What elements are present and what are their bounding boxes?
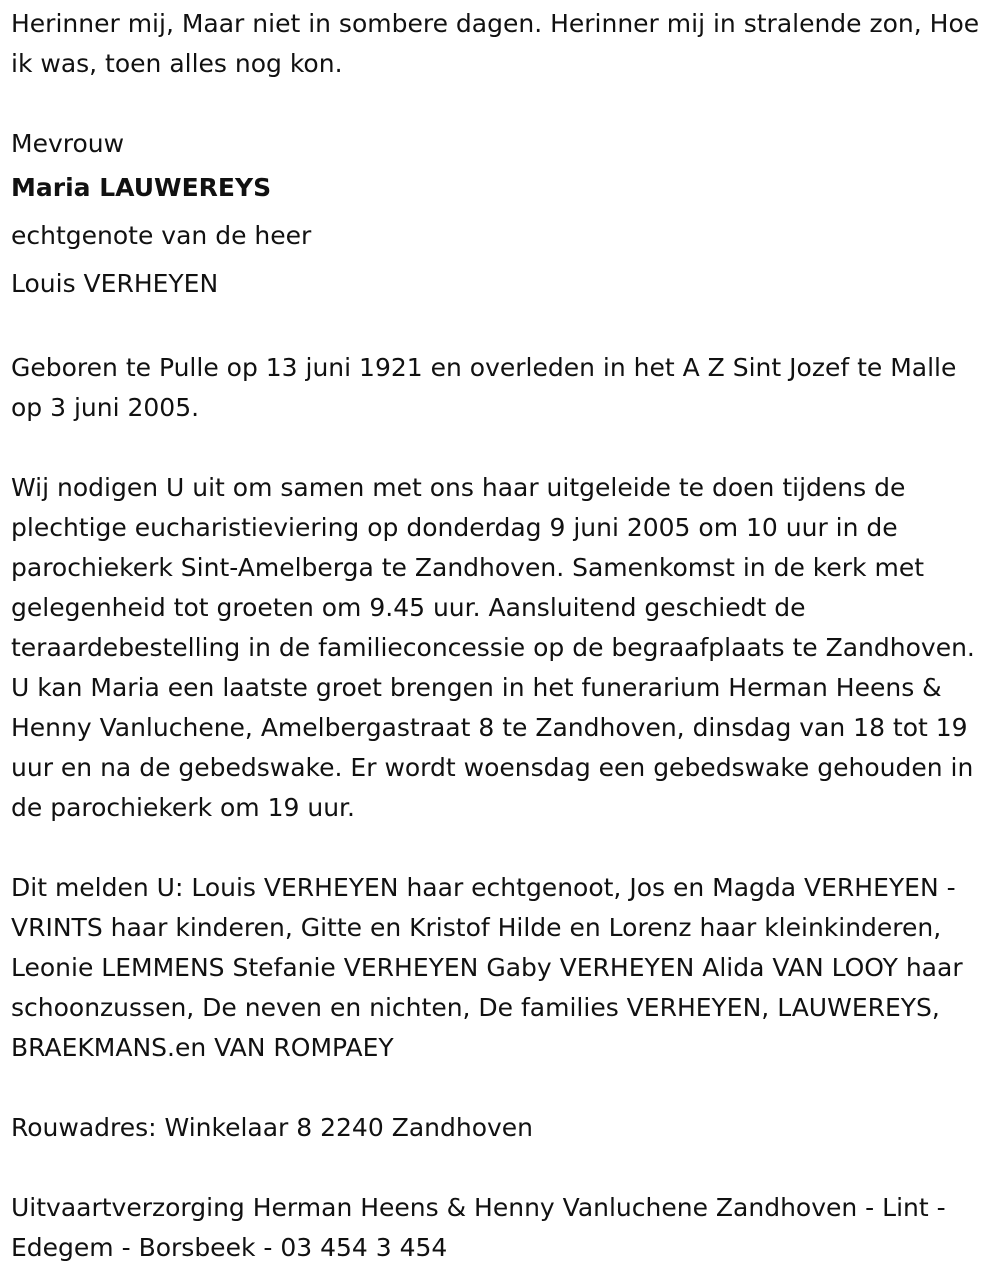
birth-death-paragraph: Geboren te Pulle op 13 juni 1921 en overleden in het A Z Sint Jozef te Malle op 3 juni 2005.	[11, 353, 957, 422]
salutation: Mevrouw	[11, 129, 125, 158]
relation-text: echtgenote van de heer	[11, 221, 312, 250]
spacer	[11, 1068, 990, 1108]
spacer	[11, 308, 990, 348]
spacer	[11, 1148, 990, 1188]
deceased-name: Maria LAUWEREYS	[11, 173, 272, 202]
funeral-address: Rouwadres: Winkelaar 8 2240 Zandhoven	[11, 1113, 534, 1142]
announcers-paragraph: Dit melden U: Louis VERHEYEN haar echtgenoot, Jos en Magda VERHEYEN - VRINTS haar kinderen, Gitte en Kristof Hilde en Lorenz haar kleinkinderen, Leonie LEMMENS Stefanie VERHEYEN Gaby VERHEYEN Alida VAN LOOY haar schoonzussen, De neven en nichten, De families VERHEYEN, LAUWEREYS, BRAEKMANS.en VAN ROMPAEY	[11, 873, 963, 1062]
spacer	[11, 828, 990, 868]
poem-paragraph: Herinner mij, Maar niet in sombere dagen. Herinner mij in stralende zon, Hoe ik was, toen alles nog kon.	[11, 9, 980, 78]
spacer	[11, 428, 990, 468]
spouse-name: Louis VERHEYEN	[11, 269, 219, 298]
invitation-paragraph: Wij nodigen U uit om samen met ons haar uitgeleide te doen tijdens de plechtige eucharistieviering op donderdag 9 juni 2005 om 10 uur in de parochiekerk Sint-Amelberga te Zandhoven. Samenkomst in de kerk met gelegenheid tot groeten om 9.45 uur. Aansluitend geschiedt de teraardebestelling in de familieconcessie op de begraafplaats te Zandhoven. U kan Maria een laatste groet brengen in het funerarium Herman Heens & Henny Vanluchene, Amelbergastraat 8 te Zandhoven, dinsdag van 18 tot 19 uur en na de gebedswake. Er wordt woensdag een gebedswake gehouden in de parochiekerk om 19 uur.	[11, 473, 975, 822]
undertaker-paragraph: Uitvaartverzorging Herman Heens & Henny Vanluchene Zandhoven - Lint - Edegem - Borsbeek - 03 454 3 454	[11, 1193, 946, 1262]
spacer	[11, 84, 990, 124]
